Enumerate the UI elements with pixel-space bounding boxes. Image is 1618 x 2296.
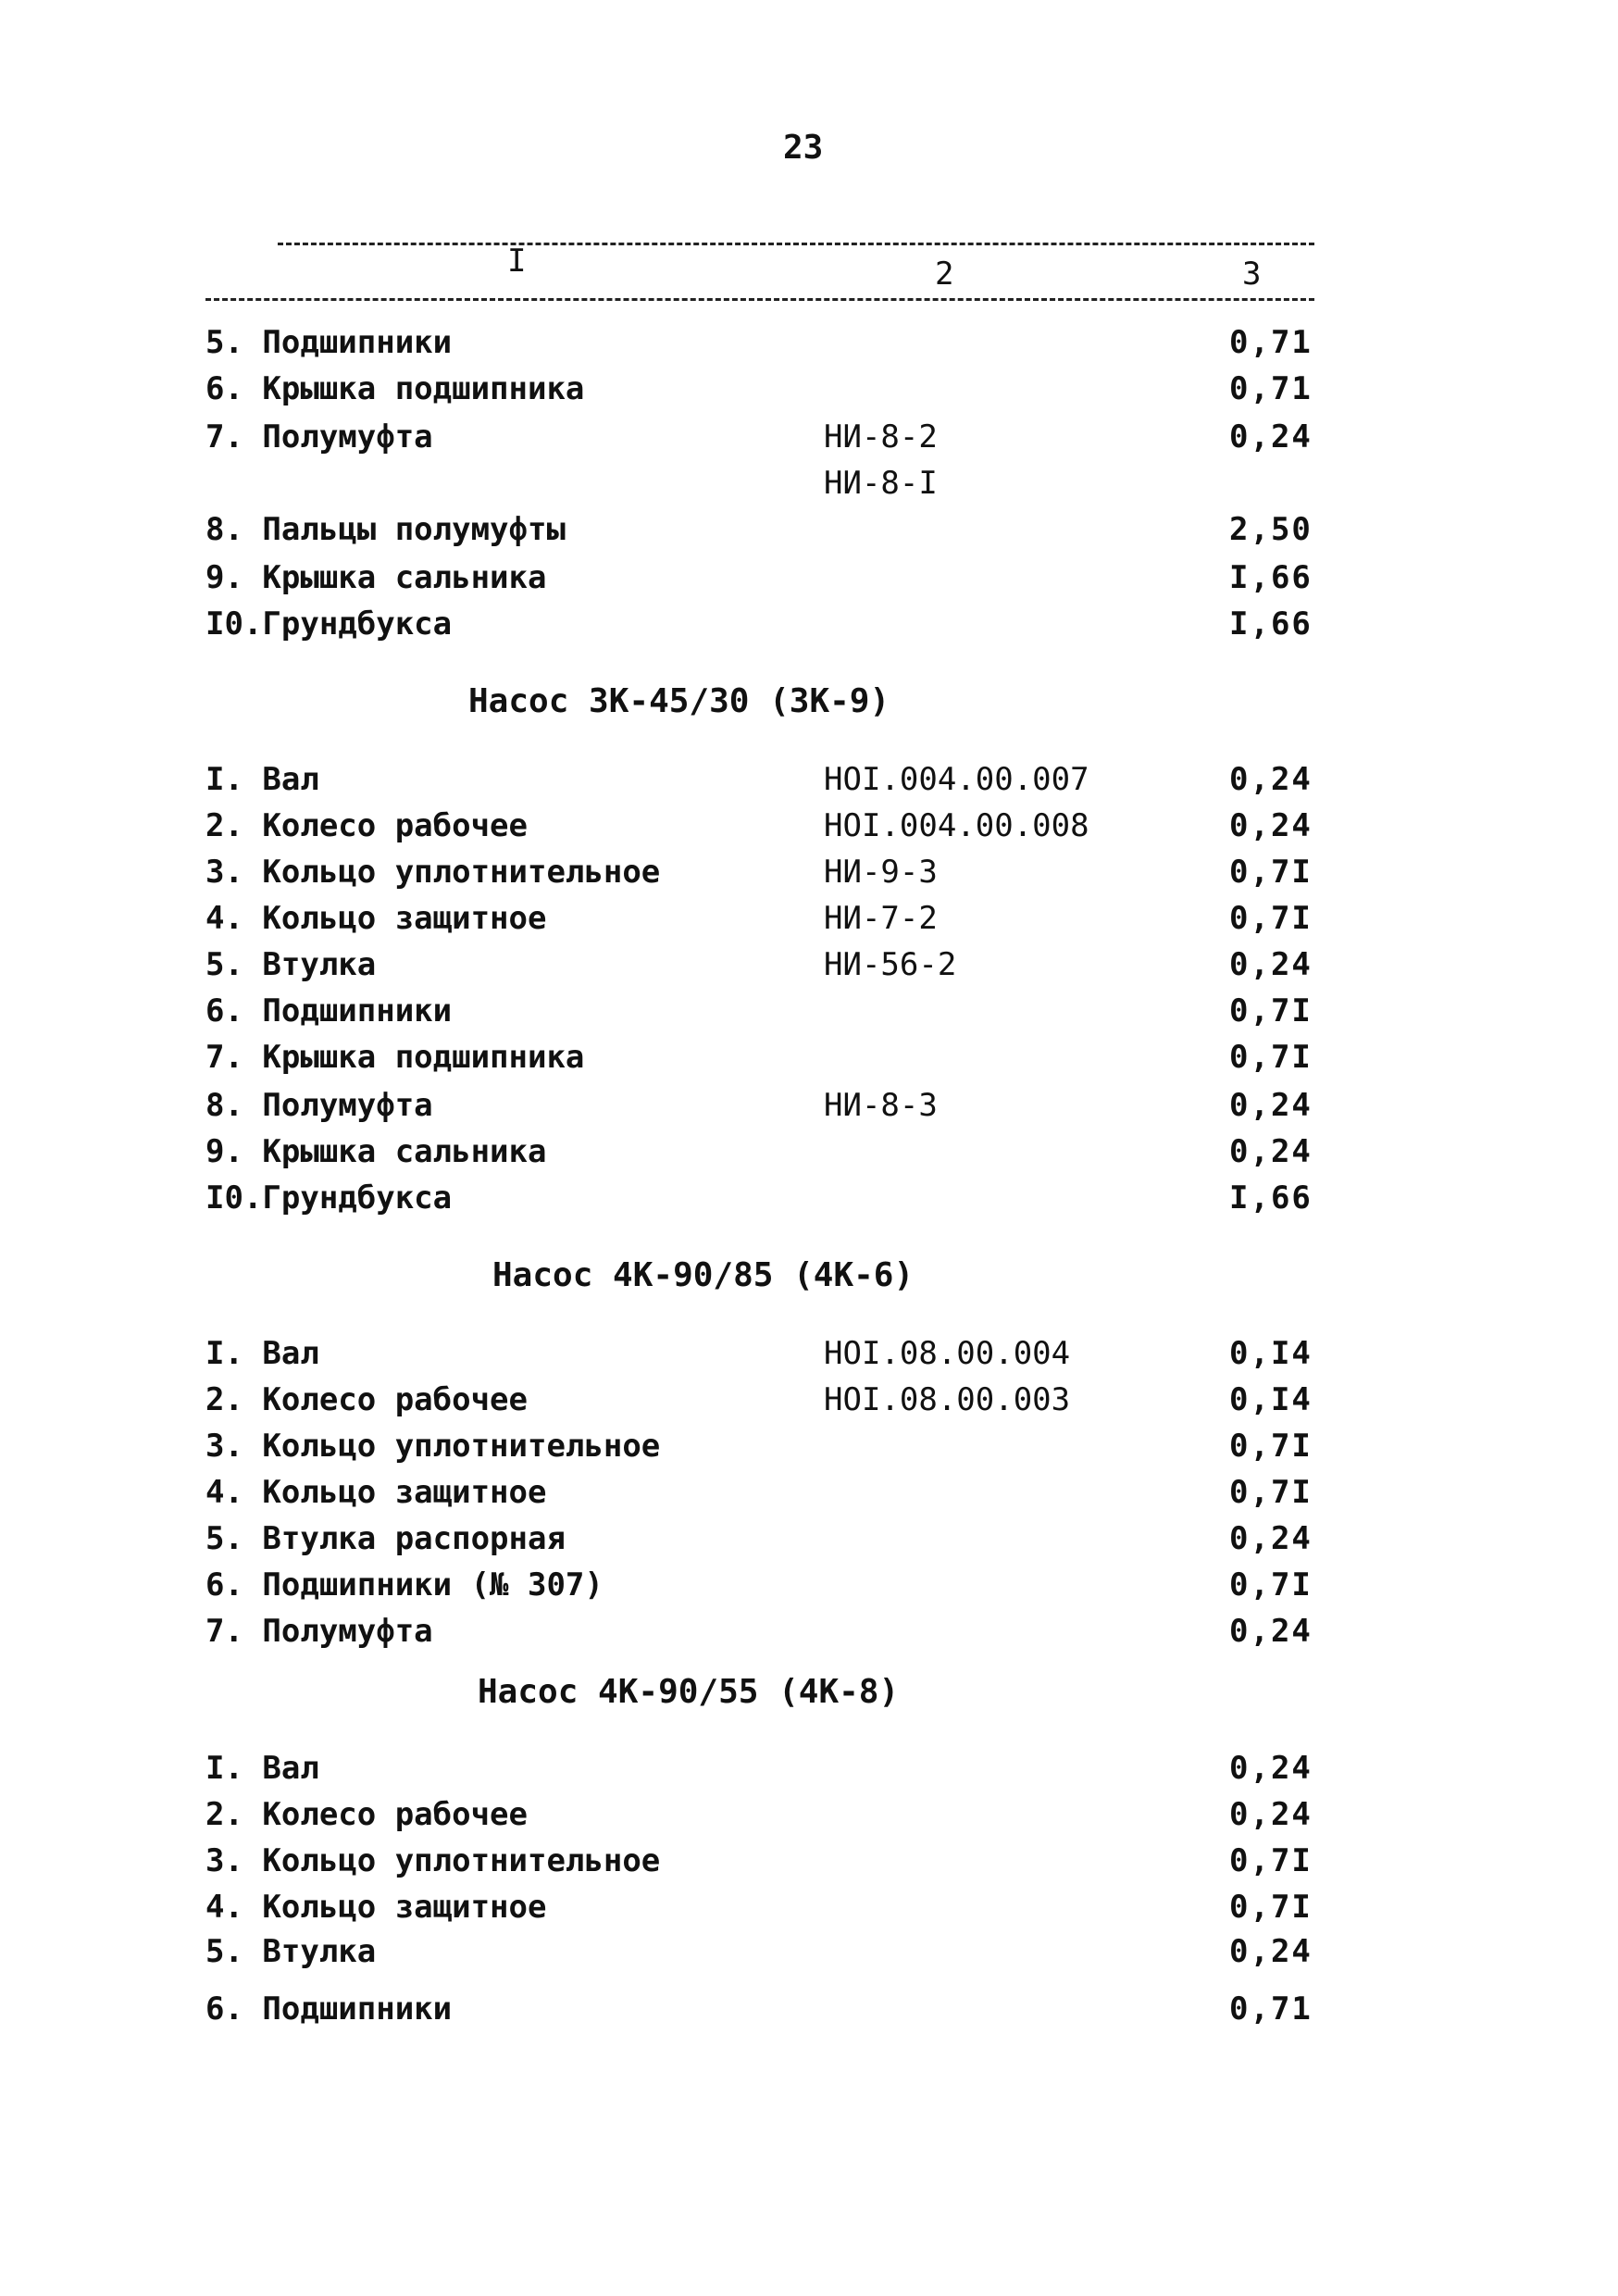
s2-row7-name: 7. Крышка подшипника [205,1039,585,1076]
s1-row1-name: 5. Подшипники [205,324,453,361]
s4-row6-name: 6. Подшипники [205,1990,453,2028]
s1-row6-name: 9. Крышка сальника [205,559,547,596]
s4-row2-coef: 0,24 [1229,1796,1313,1833]
header-top-rule [278,243,1314,245]
s3-row7-coef: 0,24 [1229,1613,1313,1650]
s2-row4-name: 4. Кольцо защитное [205,900,547,937]
s2-row8-coef: 0,24 [1229,1087,1313,1124]
s1-row4-code: НИ-8-I [824,465,938,502]
s4-title: Насос 4К-90/55 (4К-8) [478,1673,900,1711]
s3-row1-code: НОI.08.00.004 [824,1335,1071,1372]
s1-row5-coef: 2,50 [1229,511,1313,548]
s3-row5-coef: 0,24 [1229,1520,1313,1557]
s4-row5-coef: 0,24 [1229,1933,1313,1970]
s4-row4-name: 4. Кольцо защитное [205,1889,547,1926]
s4-row1-name: I. Вал [205,1750,319,1787]
s3-row2-code: НОI.08.00.003 [824,1381,1071,1418]
s2-row4-coef: 0,7I [1229,900,1313,937]
s1-row2-name: 6. Крышка подшипника [205,370,585,407]
s1-row6-coef: I,66 [1229,559,1313,596]
s1-row3-code: НИ-8-2 [824,418,938,455]
s2-row5-name: 5. Втулка [205,946,377,983]
s3-row2-name: 2. Колесо рабочее [205,1381,528,1418]
s2-row2-code: НОI.004.00.008 [824,807,1089,844]
s3-row1-name: I. Вал [205,1335,319,1372]
s2-row3-coef: 0,7I [1229,854,1313,891]
s1-row3-coef: 0,24 [1229,418,1313,455]
s1-row7-name: I0.Грундбукса [205,605,453,643]
s1-row7-coef: I,66 [1229,605,1313,643]
s3-row4-name: 4. Кольцо защитное [205,1474,547,1511]
s2-title: Насос 3К-45/30 (3К-9) [468,682,890,720]
s3-row5-name: 5. Втулка распорная [205,1520,566,1557]
s1-row2-coef: 0,71 [1229,370,1313,407]
s2-row7-coef: 0,7I [1229,1039,1313,1076]
s2-row5-code: НИ-56-2 [824,946,957,983]
s3-row3-coef: 0,7I [1229,1428,1313,1465]
s2-row8-code: НИ-8-3 [824,1087,938,1124]
s3-row1-coef: 0,I4 [1229,1335,1313,1372]
header-col3-label: 3 [1242,256,1262,293]
s3-row6-coef: 0,7I [1229,1566,1313,1603]
s2-row2-coef: 0,24 [1229,807,1313,844]
s3-row2-coef: 0,I4 [1229,1381,1313,1418]
header-col1-label: I [507,243,527,280]
s2-row9-name: 9. Крышка сальника [205,1133,547,1170]
s4-row2-name: 2. Колесо рабочее [205,1796,528,1833]
s2-row2-name: 2. Колесо рабочее [205,807,528,844]
s4-row5-name: 5. Втулка [205,1933,377,1970]
s2-row3-name: 3. Кольцо уплотнительное [205,854,661,891]
s4-row3-coef: 0,7I [1229,1842,1313,1879]
s2-row1-name: I. Вал [205,761,319,798]
s2-row8-name: 8. Полумуфта [205,1087,433,1124]
s4-row6-coef: 0,71 [1229,1990,1313,2028]
s2-row6-coef: 0,7I [1229,992,1313,1029]
s2-row4-code: НИ-7-2 [824,900,938,937]
header-col2-label: 2 [935,256,954,293]
s2-row9-coef: 0,24 [1229,1133,1313,1170]
s2-row1-coef: 0,24 [1229,761,1313,798]
page-number: 23 [783,129,824,167]
s1-row5-name: 8. Пальцы полумуфты [205,511,566,548]
s4-row1-coef: 0,24 [1229,1750,1313,1787]
s2-row3-code: НИ-9-3 [824,854,938,891]
s4-row4-coef: 0,7I [1229,1889,1313,1926]
s3-row7-name: 7. Полумуфта [205,1613,433,1650]
s2-row10-name: I0.Грундбукса [205,1179,453,1217]
s2-row10-coef: I,66 [1229,1179,1313,1217]
s2-row5-coef: 0,24 [1229,946,1313,983]
s1-row3-name: 7. Полумуфта [205,418,433,455]
s3-row6-name: 6. Подшипники (№ 307) [205,1566,604,1603]
s3-row4-coef: 0,7I [1229,1474,1313,1511]
s1-row1-coef: 0,71 [1229,324,1313,361]
s2-row1-code: НОI.004.00.007 [824,761,1089,798]
s2-row6-name: 6. Подшипники [205,992,453,1029]
s3-title: Насос 4К-90/85 (4К-6) [492,1256,915,1294]
s4-row3-name: 3. Кольцо уплотнительное [205,1842,661,1879]
header-bottom-rule [205,298,1314,301]
s3-row3-name: 3. Кольцо уплотнительное [205,1428,661,1465]
